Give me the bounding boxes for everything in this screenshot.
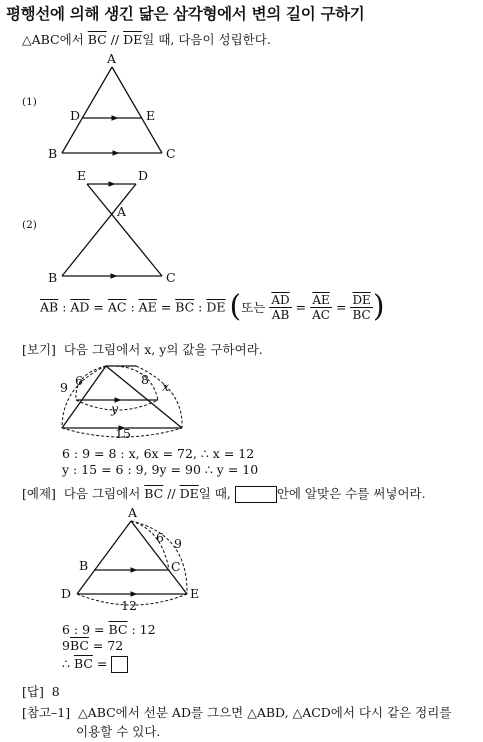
reference-line-2: 이용할 수 있다. <box>76 724 161 739</box>
fig1-label-d: D <box>70 108 81 123</box>
example-label-a: A <box>128 505 138 520</box>
fig1-label-a: A <box>107 51 117 66</box>
intro-text: △ABC에서 $\overline{BC} // \overline{DE}$일 때, 다음이 성립한다. <box>22 32 271 47</box>
fraction-de-bc: $\frac{\overline{DE}}{BC}$ <box>352 292 371 322</box>
fig1-label-c: C <box>166 146 176 161</box>
answer-box-small <box>111 656 128 673</box>
fraction-ad-ab: $\frac{\overline{AD}}{AB}$ <box>271 292 290 322</box>
example-heading: [예제] 다음 그림에서 $\overline{BC} // \overline{DE}$일 때, 안에 알맞은 수를 써넣어라. <box>22 486 426 501</box>
fraction-ae-ac: $\frac{\overline{AE}}{AC}$ <box>312 292 330 322</box>
example-label-d: D <box>61 586 72 601</box>
example-label-12: 12 <box>121 598 137 613</box>
paren-close: ) <box>372 289 385 324</box>
bogi-label-15: 15 <box>115 426 131 441</box>
bogi-solution-1: 6 : 9 = 8 : x, 6x = 72, ∴ x = 12 <box>62 446 255 461</box>
example-label-e: E <box>190 586 200 601</box>
example-label-9: 9 <box>174 536 182 551</box>
bogi-label-8: 8 <box>141 372 149 387</box>
fig2-label-a: A <box>117 204 127 219</box>
reference-line-1: [참고–1] △ABC에서 선분 AD를 그으면 △ABD, △ACD에서 다시 같은 정리를 <box>22 705 452 720</box>
bogi-heading: [보기] 다음 그림에서 x, y의 값을 구하여라. <box>22 342 263 357</box>
fig2-label-d: D <box>138 168 149 183</box>
ratio-formula: $\overline{AB}$ : $\overline{AD} = \overline{AC}$ : $\overline{AE} = \overline{BC}$ : $\overline{DE}$ (또는 $\frac{\overline{AD}}{AB}$ = $\frac{\overline{AE}}{AC}$ = $\frac{\overline{DE}}{BC}$ ) <box>40 289 385 324</box>
example-label-b: B <box>79 558 89 573</box>
bogi-label-6: 6 <box>75 373 83 388</box>
bogi-label-9: 9 <box>60 380 68 395</box>
example-solution-2: $9\overline{BC} = 72$ <box>62 638 124 653</box>
bogi-solution-2: y : 15 = 6 : 9, 9y = 90 ∴ y = 10 <box>62 462 259 477</box>
fig2-label-e: E <box>77 168 87 183</box>
example-label-c: C <box>171 559 181 574</box>
answer-line: [답] 8 <box>22 684 60 699</box>
fig2-label-c: C <box>166 270 176 285</box>
page-title: 평행선에 의해 생긴 닮은 삼각형에서 변의 길이 구하기 <box>6 5 365 23</box>
example-solution-3: ∴ $\overline{BC}$ = <box>62 656 128 673</box>
fig1-label-e: E <box>146 108 156 123</box>
example-solution-1: 6 : $9 = \overline{BC}$ : 12 <box>62 622 156 637</box>
fig2-label: (2) <box>22 219 37 231</box>
fig2-label-b: B <box>48 270 58 285</box>
fig1-label: (1) <box>22 96 37 108</box>
example-label-6: 6 <box>156 530 164 545</box>
paren-open: ( <box>229 289 242 324</box>
bogi-label-y: y <box>111 401 119 416</box>
bogi-label-x: x <box>162 379 170 394</box>
fig1-label-b: B <box>48 146 58 161</box>
